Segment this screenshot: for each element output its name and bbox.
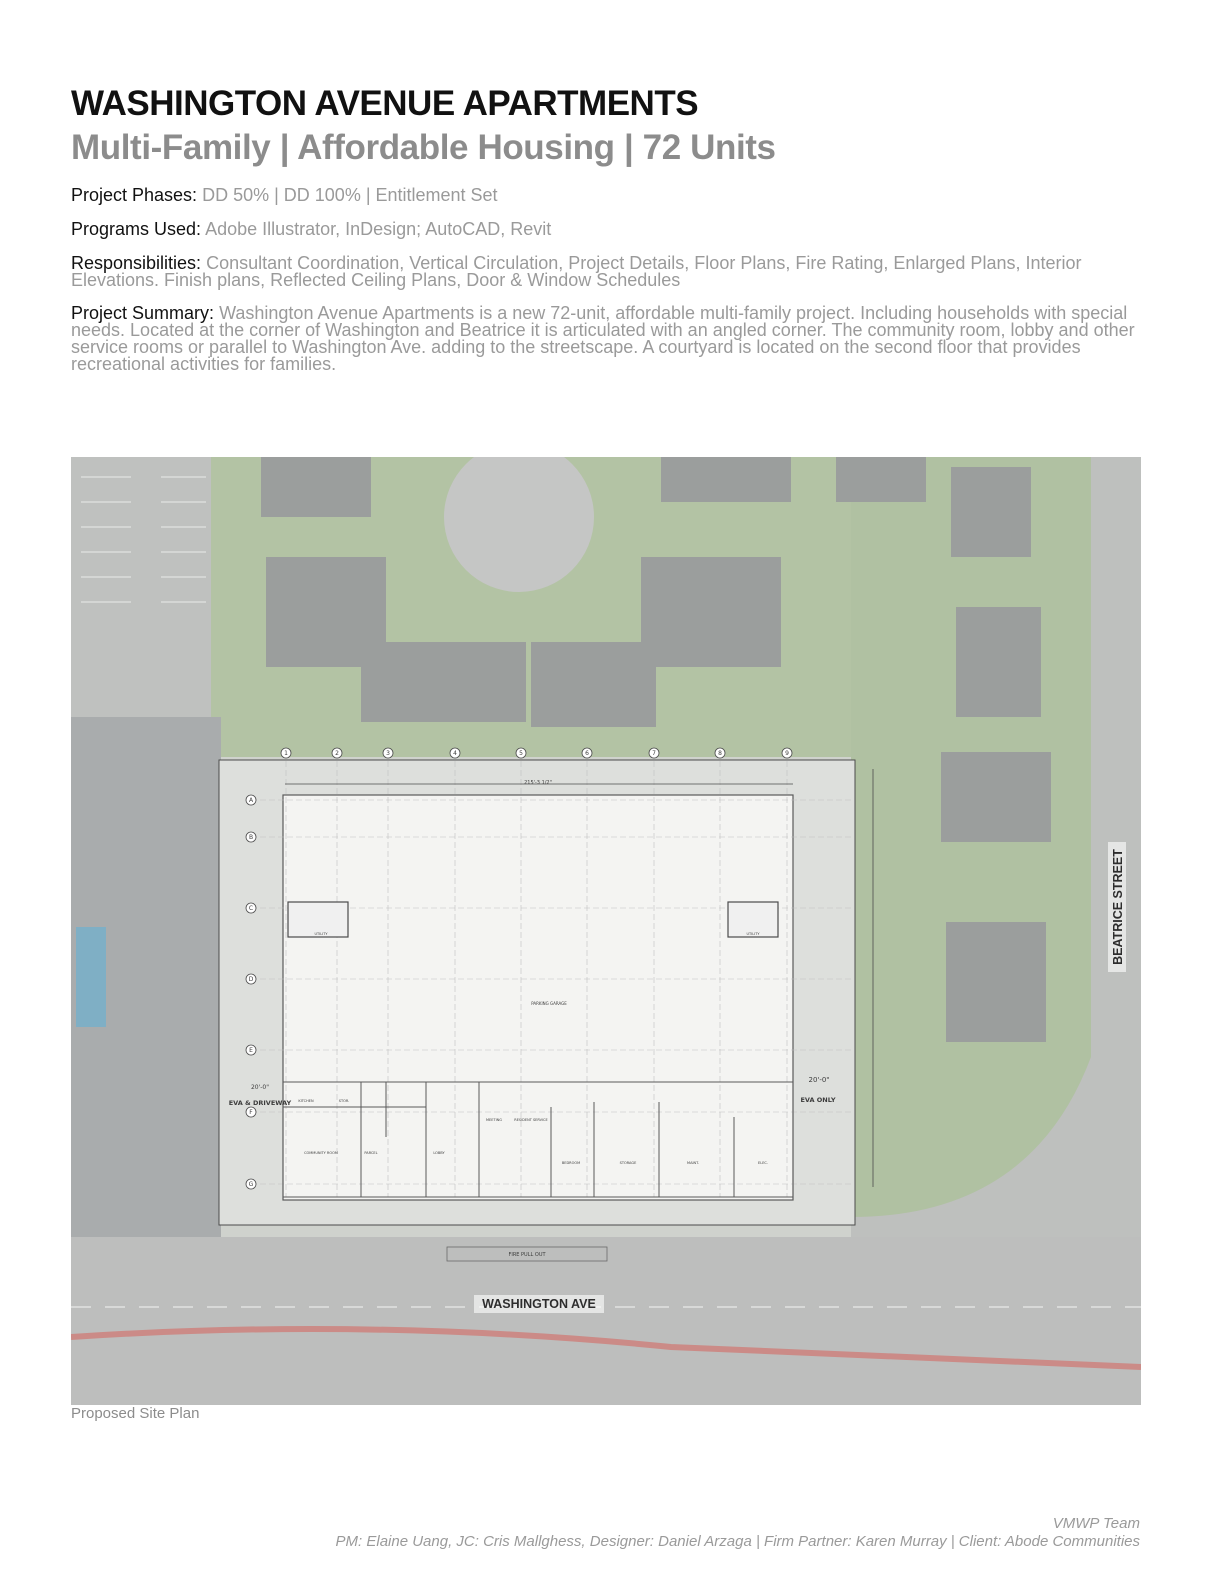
- room-community: COMMUNITY ROOM: [304, 1151, 338, 1155]
- room-parcel: PARCEL: [364, 1151, 378, 1155]
- grid-row-g: G: [248, 1181, 254, 1188]
- programs-used-value: Adobe Illustrator, InDesign; AutoCAD, Revit: [205, 219, 552, 239]
- grid-col-4: 4: [453, 750, 457, 757]
- page-subtitle: Multi-Family | Affordable Housing | 72 Units: [71, 128, 776, 167]
- beatrice-street-label: BEATRICE STREET: [1111, 849, 1125, 965]
- grid-col-6: 6: [585, 750, 589, 757]
- garage-label: PARKING GARAGE: [531, 1001, 567, 1006]
- grid-col-8: 8: [718, 750, 722, 757]
- dimension-top-label: 215'-3 1/2": [524, 780, 552, 786]
- responsibilities: [71, 255, 1141, 289]
- room-storage-small: STOR.: [338, 1099, 350, 1103]
- grid-col-9: 9: [785, 750, 789, 757]
- room-elec: ELEC.: [758, 1161, 768, 1165]
- dimension-left-label: 20'-0": [250, 1084, 270, 1091]
- grid-row-f: F: [249, 1109, 253, 1116]
- grid-col-7: 7: [652, 750, 656, 757]
- fire-pullout-label: FIRE PULL OUT: [508, 1252, 546, 1258]
- site-plan-figure: [71, 457, 1141, 1405]
- figure-caption: Proposed Site Plan: [71, 1405, 200, 1422]
- programs-used: [71, 221, 1141, 238]
- credits-line: PM: Elaine Uang, JC: Cris Mallghess, Designer: Daniel Arzaga | Firm Partner: Karen Murray | Client: Abode Communities: [335, 1533, 1140, 1550]
- eva-only-label: EVA ONLY: [800, 1096, 836, 1104]
- room-storage: STORAGE: [619, 1161, 637, 1165]
- grid-row-b: B: [248, 834, 254, 841]
- grid-row-d: D: [248, 976, 254, 983]
- project-phases-value: DD 50% | DD 100% | Entitlement Set: [202, 185, 498, 205]
- dimension-right-label: 20'-0": [808, 1076, 830, 1084]
- eva-driveway-label: EVA & DRIVEWAY: [228, 1099, 292, 1107]
- room-bedroom: BEDROOM: [561, 1161, 581, 1165]
- grid-col-5: 5: [519, 750, 523, 757]
- project-phases: [71, 187, 1141, 204]
- room-meeting: MEETING: [486, 1118, 502, 1122]
- room-resident-service: RESIDENT SERVICE: [514, 1118, 548, 1122]
- responsibilities-value: Consultant Coordination, Vertical Circulation, Project Details, Floor Plans, Fire Rating, Enlarged Plans, Interior Elevations. Finish plans, Reflected Ceiling Plans, Door & Window Schedules: [71, 253, 1082, 290]
- room-lobby: LOBBY: [433, 1151, 445, 1155]
- project-phases-label: Project Phases:: [71, 185, 198, 205]
- room-maint: MAINT.: [687, 1161, 699, 1165]
- project-summary-label: Project Summary:: [71, 303, 215, 323]
- responsibilities-label: Responsibilities:: [71, 253, 202, 273]
- programs-used-label: Programs Used:: [71, 219, 202, 239]
- room-kitchen: KITCHEN: [298, 1099, 314, 1103]
- grid-row-a: A: [248, 797, 254, 804]
- grid-col-2: 2: [335, 750, 339, 757]
- project-summary-value: Washington Avenue Apartments is a new 72-unit, affordable multi-family project. Including households with special needs. Located at the corner of Washington and Beatrice it is articulated with an angled corner. The community room, lobby and other service rooms or parallel to Washington Ave. adding to the streetscape. A courtyard is located on the second floor that provides recreational activities for families.: [71, 303, 1135, 374]
- room-utility-west: UTILITY: [314, 932, 328, 936]
- fade-overlay: [71, 457, 1141, 1405]
- project-summary: [71, 305, 1141, 373]
- grid-row-e: E: [249, 1047, 253, 1054]
- page-title: WASHINGTON AVENUE APARTMENTS: [71, 84, 699, 123]
- grid-col-1: 1: [284, 750, 288, 757]
- site-plan-drawing: [71, 457, 1141, 1405]
- team-label: VMWP Team: [1052, 1515, 1140, 1532]
- grid-col-3: 3: [386, 750, 390, 757]
- grid-row-c: C: [248, 905, 254, 912]
- washington-ave-label: WASHINGTON AVE: [482, 1297, 596, 1311]
- room-utility-east: UTILITY: [746, 932, 760, 936]
